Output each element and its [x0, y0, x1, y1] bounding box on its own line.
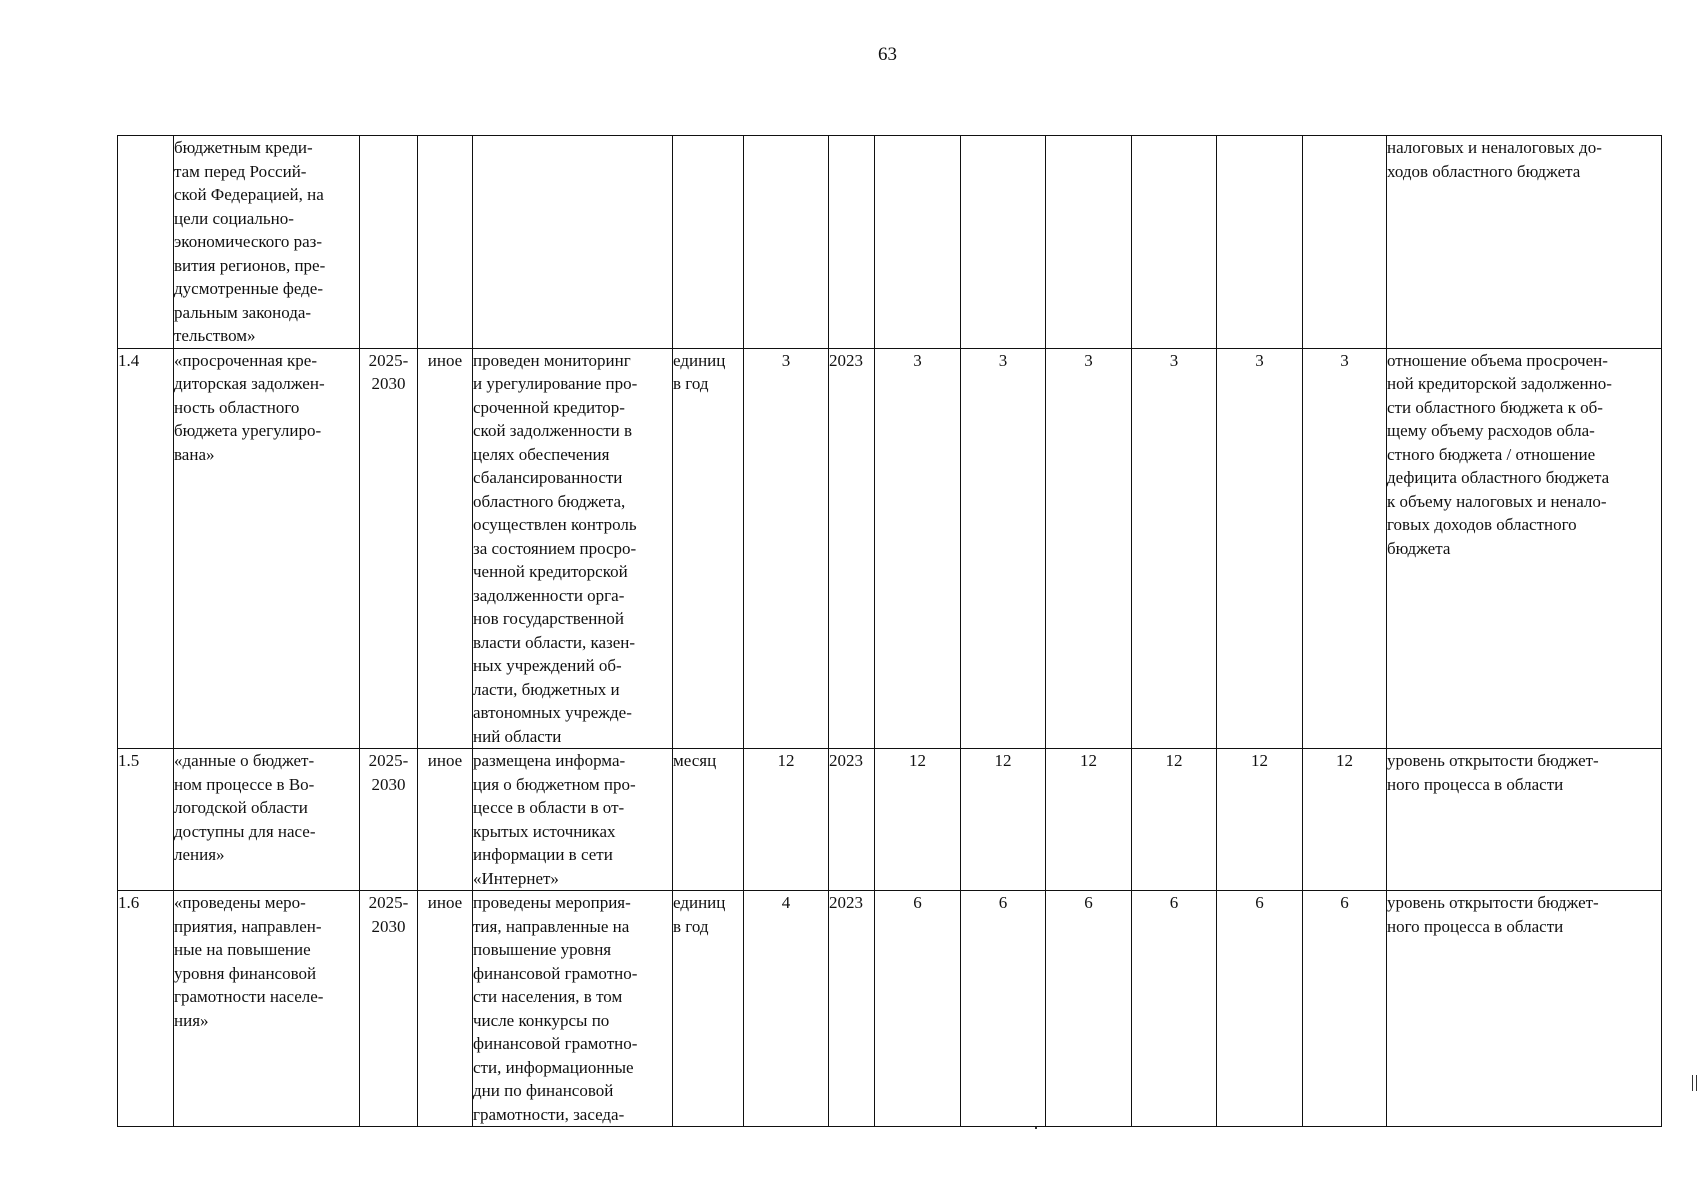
result-name-cell: «просроченная кре- диторская задолжен- ность областного бюджета урегулиро- вана»	[174, 348, 360, 749]
period-cell: 2025- 2030	[360, 749, 418, 891]
description-cell	[473, 136, 673, 349]
type-cell	[418, 136, 473, 349]
relation-cell: отношение объема просрочен- ной кредиторской задолженно- сти областного бюджета к об- щему объему расходов обла- стного бюджета / отношение дефицита областного бюджета к объему налоговых и ненало- говых доходов областного бюджета	[1387, 348, 1662, 749]
period-cell: 2025- 2030	[360, 348, 418, 749]
value-2026-cell: 12	[961, 749, 1046, 891]
relation-cell: уровень открытости бюджет- ного процесса в области	[1387, 891, 1662, 1127]
value-2030-cell	[1303, 136, 1387, 349]
indicators-table	[117, 135, 1662, 1127]
base-value-cell: 12	[744, 749, 829, 891]
row-number: 1.4	[118, 348, 174, 749]
value-2029-cell: 3	[1217, 348, 1303, 749]
unit-cell: единиц в год	[673, 891, 744, 1127]
value-2029-cell: 6	[1217, 891, 1303, 1127]
value-2025-cell: 3	[875, 348, 961, 749]
scan-dot	[1035, 1127, 1037, 1129]
type-cell: иное	[418, 348, 473, 749]
value-2028-cell: 6	[1132, 891, 1217, 1127]
value-2028-cell: 12	[1132, 749, 1217, 891]
value-2028-cell: 3	[1132, 348, 1217, 749]
relation-cell: уровень открытости бюджет- ного процесса в области	[1387, 749, 1662, 891]
page-number: 63	[878, 44, 897, 65]
margin-mark	[1692, 1075, 1697, 1091]
base-year-cell: 2023	[829, 749, 875, 891]
base-value-cell: 4	[744, 891, 829, 1127]
description-cell: проведен мониторинг и урегулирование про- сроченной кредитор- ской задолженности в целях обеспечения сбалансированности областного бюджета, осуществлен контроль за состоянием просро- ченной кредиторской задолженности орга- нов государственной власти области, казен- ных учреждений об- ласти, бюджетных и автономных учрежде- ний области	[473, 348, 673, 749]
value-2025-cell: 12	[875, 749, 961, 891]
value-2028-cell	[1132, 136, 1217, 349]
value-2029-cell	[1217, 136, 1303, 349]
base-year-cell: 2023	[829, 348, 875, 749]
value-2025-cell: 6	[875, 891, 961, 1127]
value-2030-cell: 6	[1303, 891, 1387, 1127]
value-2030-cell: 3	[1303, 348, 1387, 749]
value-2030-cell: 12	[1303, 749, 1387, 891]
period-cell: 2025- 2030	[360, 891, 418, 1127]
value-2029-cell: 12	[1217, 749, 1303, 891]
base-value-cell	[744, 136, 829, 349]
unit-cell: единиц в год	[673, 348, 744, 749]
unit-cell	[673, 136, 744, 349]
period-cell	[360, 136, 418, 349]
row-number: 1.6	[118, 891, 174, 1127]
result-name-cell: «данные о бюджет- ном процессе в Во- логодской области доступны для насе- ления»	[174, 749, 360, 891]
value-2026-cell: 3	[961, 348, 1046, 749]
value-2025-cell	[875, 136, 961, 349]
base-year-cell: 2023	[829, 891, 875, 1127]
value-2026-cell: 6	[961, 891, 1046, 1127]
result-name-cell: «проведены меро- приятия, направлен- ные на повышение уровня финансовой грамотности населе- ния»	[174, 891, 360, 1127]
base-value-cell: 3	[744, 348, 829, 749]
value-2027-cell	[1046, 136, 1132, 349]
row-number	[118, 136, 174, 349]
value-2026-cell	[961, 136, 1046, 349]
type-cell: иное	[418, 749, 473, 891]
result-name-cell: бюджетным креди- там перед Россий- ской Федерацией, на цели социально- экономического раз- вития регионов, пре- дусмотренные феде- ральным законода- тельством»	[174, 136, 360, 349]
row-number: 1.5	[118, 749, 174, 891]
unit-cell: месяц	[673, 749, 744, 891]
type-cell: иное	[418, 891, 473, 1127]
value-2027-cell: 12	[1046, 749, 1132, 891]
table-row	[118, 891, 1662, 1127]
value-2027-cell: 3	[1046, 348, 1132, 749]
table-row	[118, 348, 1662, 749]
base-year-cell	[829, 136, 875, 349]
table-row	[118, 749, 1662, 891]
description-cell: проведены мероприя- тия, направленные на повышение уровня финансовой грамотно- сти населения, в том числе конкурсы по финансовой грамотно- сти, информационные дни по финансовой грамотности, заседа-	[473, 891, 673, 1127]
table-row	[118, 136, 1662, 349]
description-cell: размещена информа- ция о бюджетном про- цессе в области в от- крытых источниках информации в сети «Интернет»	[473, 749, 673, 891]
relation-cell: налоговых и неналоговых до- ходов областного бюджета	[1387, 136, 1662, 349]
value-2027-cell: 6	[1046, 891, 1132, 1127]
